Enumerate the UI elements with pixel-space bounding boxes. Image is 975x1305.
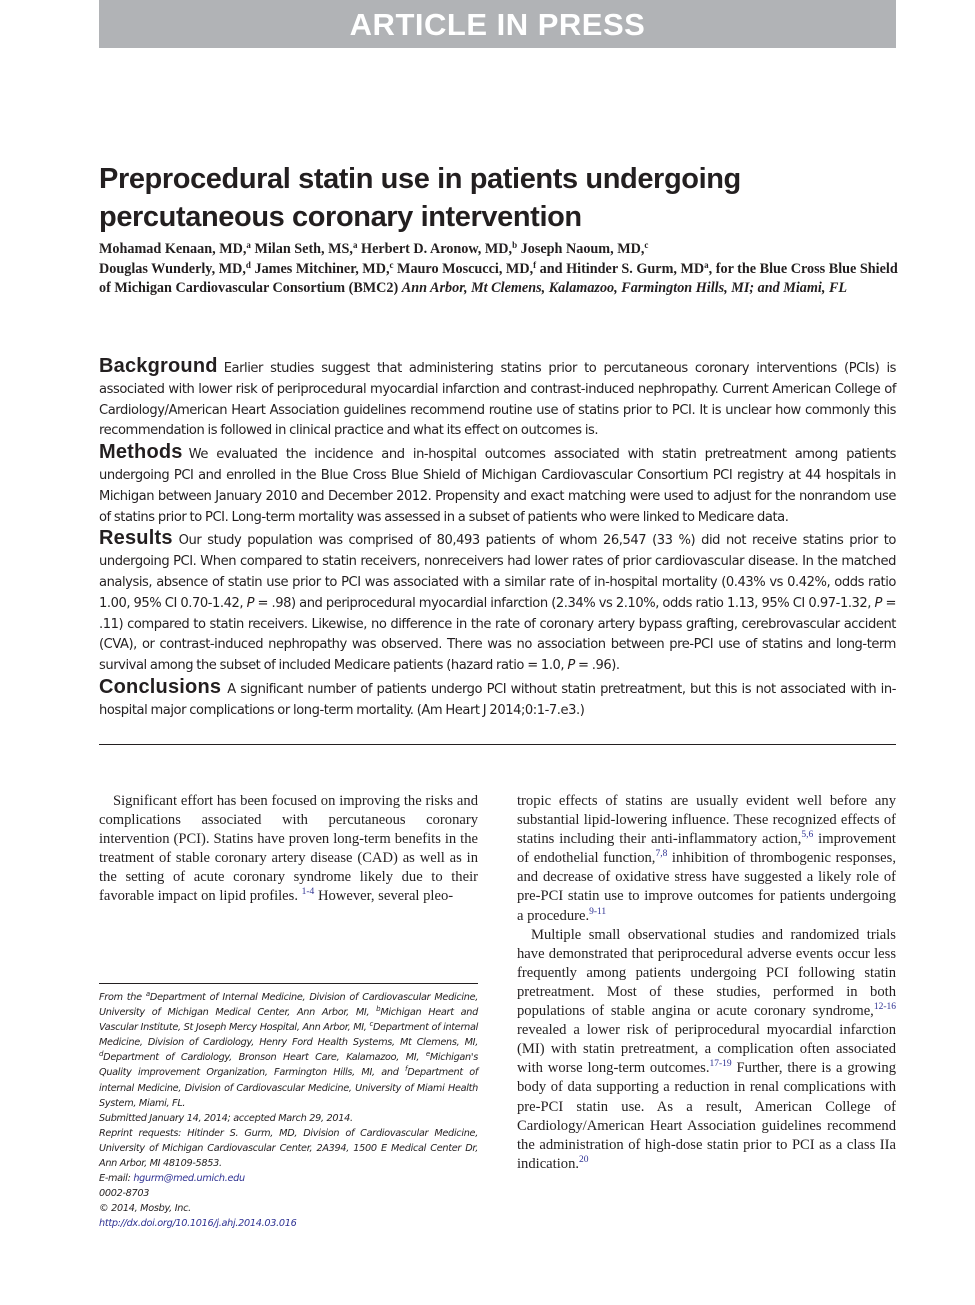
affiliation-marker: b — [376, 1005, 381, 1014]
footnote-text: Department of Internal Medicine, Division of Cardiovascular Medicine, University of Michigan Medical Center, Ann Arbor, MI, — [99, 992, 479, 1019]
methods-text: We evaluated the incidence and in-hospital outcomes associated with statin pretreatment among patients undergoing PCI and enrolled in the Blue Cross Blue Shield of Michigan Cardiovascular Consortium PCI registry at 44 hospitals in Michigan between January 2010 and December 2012. Propensity and exact matching were used to adjust for the nonrandom use of statins prior to PCI. Long-term mortality was assessed in a subset of patients who were linked to Medicare data. — [99, 447, 896, 525]
affiliation-marker: f — [405, 1065, 408, 1074]
affiliation-marker: d — [99, 1050, 104, 1059]
submission-dates: Submitted January 14, 2014; accepted March 29, 2014. — [99, 1112, 353, 1124]
affiliation-footnote — [99, 990, 478, 1232]
affiliation-marker: a — [704, 259, 709, 270]
citation-link[interactable]: 5,6 — [801, 830, 814, 841]
background-text: Earlier studies suggest that administering statins prior to percutaneous coronary interventions (PCIs) is associated with lower risk of periprocedural myocardial infarction and contrast-induced nephropathy. Current American College of Cardiology/American Heart Association guidelines recommend routine use of statins prior to PCI. It is unclear how commonly this recommendation is followed in clinical practice and what its effect on outcomes is. — [99, 361, 896, 439]
p-value-label: P — [874, 595, 882, 611]
doi-link[interactable]: http://dx.doi.org/10.1016/j.ahj.2014.03.016 — [99, 1218, 297, 1230]
affiliation-marker: c — [389, 259, 394, 270]
abstract-methods — [99, 442, 896, 528]
footnote-text: Michigan Heart and Vascular Institute, St Joseph Mercy Hospital, Ann Arbor, MI, — [99, 1007, 478, 1034]
body-text: Multiple small observational studies and randomized trials have demonstrated that periprocedural adverse events occur less frequently among patients undergoing PCI following statin pretreatment. Most of these studies, performed in both populations of stable angina or acute coronary syndrome, — [517, 926, 896, 1020]
citation-link[interactable]: 12-16 — [873, 1002, 896, 1013]
background-heading: Background — [99, 355, 218, 377]
author-locations: Ann Arbor, Mt Clemens, Kalamazoo, Farmington Hills, MI; and Miami, FL — [401, 280, 848, 296]
body-paragraph — [517, 792, 896, 926]
author-name: Milan Seth, MS, — [254, 241, 353, 257]
results-text: = .96). — [578, 658, 620, 674]
results-text: = .11) compared to statin receivers. Likewise, no difference in the rate of coronary artery bypass grafting, cerebrovascular accident (CVA), or contrast-induced nephropathy was observed. There was no association between pre-PCI use of statins and long-term survival among the subset of included Medicare patients (hazard ratio = 1.0, — [99, 595, 896, 674]
affiliations — [99, 990, 478, 1111]
results-text: = .98) and periprocedural myocardial infarction (2.34% vs 2.10%, odds ratio 1.13, 95% CI 0.97-1.32, — [257, 595, 872, 611]
author-name: and Hitinder S. Gurm, MD — [539, 260, 705, 277]
affiliation-marker: a — [145, 990, 150, 998]
email-label: E-mail: — [99, 1173, 131, 1185]
citation-link[interactable]: 9-11 — [589, 906, 607, 917]
author-name: James Mitchiner, MD, — [254, 260, 390, 277]
conclusions-text: A significant number of patients undergo PCI without statin pretreatment, but this is not associated with in-hospital major complications or long-term mortality. (Am Heart J 2014;0:1-7.e3.) — [99, 681, 896, 718]
citation-link[interactable]: 20 — [579, 1154, 589, 1165]
issn: 0002-8703 — [99, 1188, 150, 1200]
conclusions-heading: Conclusions — [99, 675, 222, 698]
abstract-conclusions — [99, 677, 896, 722]
article-in-press-banner: ARTICLE IN PRESS — [99, 0, 896, 48]
citation-link[interactable]: 17-19 — [709, 1059, 732, 1070]
author-name: Joseph Naoum, MD, — [520, 241, 645, 257]
footnote-text: Michigan's Quality improvement Organization, Farmington Hills, MI, and — [99, 1052, 479, 1079]
body-paragraph — [517, 926, 896, 1174]
results-text: Our study population was comprised of 80,493 patients of whom 26,547 (33 %) did not receive statins prior to undergoing PCI. When compared to statin receivers, nonreceivers had lower rates of prior cardiovascular disease. In the matched analysis, absence of statin use prior to PCI was associated with a similar rate of in-hospital mortality (0.43% vs 0.42%, odds ratio 1.00, 95% CI 0.70-1.42, — [99, 533, 896, 611]
body-text: improvement of endothelial function, — [517, 831, 896, 867]
affiliation-marker: e — [425, 1050, 430, 1059]
author-name: Mohamad Kenaan, MD, — [99, 241, 247, 257]
body-text: revealed a lower risk of periprocedural myocardial infarction (MI) with statin pretreatment, a complication often associated with worse long-term outcomes. — [517, 1022, 896, 1077]
copyright: © 2014, Mosby, Inc. — [99, 1203, 191, 1215]
affiliation-marker: f — [533, 259, 537, 270]
citation-link[interactable]: 1-4 — [301, 887, 315, 898]
author-name: Herbert D. Aronow, MD, — [361, 241, 513, 257]
abstract-results — [99, 528, 896, 677]
email-line — [99, 1171, 478, 1186]
email-link[interactable]: hgurm@med.umich.edu — [133, 1173, 245, 1185]
footnote-text: Department of internal Medicine, Division of Cardiology, Henry Ford Health Systems, Mt Clemens, MI, — [99, 1022, 479, 1049]
author-list — [99, 240, 899, 299]
affiliation-marker: a — [246, 240, 251, 250]
footnote-divider — [99, 983, 478, 984]
body-column-right — [517, 792, 896, 1174]
abstract-divider — [99, 744, 896, 745]
consortium-name: , for the Blue Cross Blue Shield of Michigan Cardiovascular Consortium (BMC2) — [99, 260, 898, 296]
footnote-text: Department of Cardiology, Bronson Heart Care, Kalamazoo, MI, — [103, 1052, 420, 1064]
abstract — [99, 356, 896, 722]
body-paragraph — [99, 792, 478, 907]
body-text: tropic effects of statins are usually evident well before any substantial lipid-lowering influence. These recognized effects of statins including their anti-inflammatory action, — [517, 793, 896, 848]
affiliation-marker: c — [644, 240, 649, 250]
author-name: Douglas Wunderly, MD, — [99, 260, 246, 277]
body-text: Significant effort has been focused on improving the risks and complications associated with percutaneous coronary intervention (PCI). Statins have proven long-term benefits in the treatment of stable coronary artery disease (CAD) as well as in the setting of acute coronary syndrome likely due to their favorable impact on lipid profiles. — [99, 793, 478, 905]
affiliation-marker: a — [352, 240, 358, 250]
affiliation-marker: d — [245, 259, 251, 270]
citation-link[interactable]: 7,8 — [655, 849, 668, 860]
methods-heading: Methods — [99, 441, 183, 464]
body-text: Further, there is a growing body of data supporting a reduction in renal complications with pre-PCI statin use. As a result, American College of Cardiology/American Heart Association guidelines recommend the administration of high-dose statin prior to PCI as a class IIa indication. — [517, 1060, 896, 1172]
p-value-label: P — [246, 595, 255, 611]
author-name: Mauro Moscucci, MD, — [397, 260, 534, 277]
body-text: inhibition of thrombogenic responses, and decrease of oxidative stress have suggested a likely role of pre-PCI statin use to improve outcomes for patients undergoing a procedure. — [517, 850, 896, 924]
footnote-text: From the — [99, 992, 142, 1003]
body-text: However, several pleo- — [317, 888, 454, 905]
article-title: Preprocedural statin use in patients undergoing percutaneous coronary intervention — [99, 163, 741, 233]
body-column-left — [99, 792, 478, 907]
affiliation-marker: c — [369, 1020, 374, 1029]
p-value-label: P — [567, 658, 575, 674]
footnote-text: Department of internal Medicine, Division of Cardiovascular Medicine, University of Miami Health System, Miami, FL. — [99, 1067, 479, 1109]
reprint-requests: Reprint requests: Hitinder S. Gurm, MD, Division of Cardiovascular Medicine, University of Michigan Cardiovascular Center, 2A394, 1500 E Medical Center Dr, Ann Arbor, MI 48109-5853. — [99, 1127, 478, 1170]
abstract-background — [99, 356, 896, 442]
results-heading: Results — [99, 527, 173, 550]
affiliation-marker: b — [512, 240, 518, 250]
